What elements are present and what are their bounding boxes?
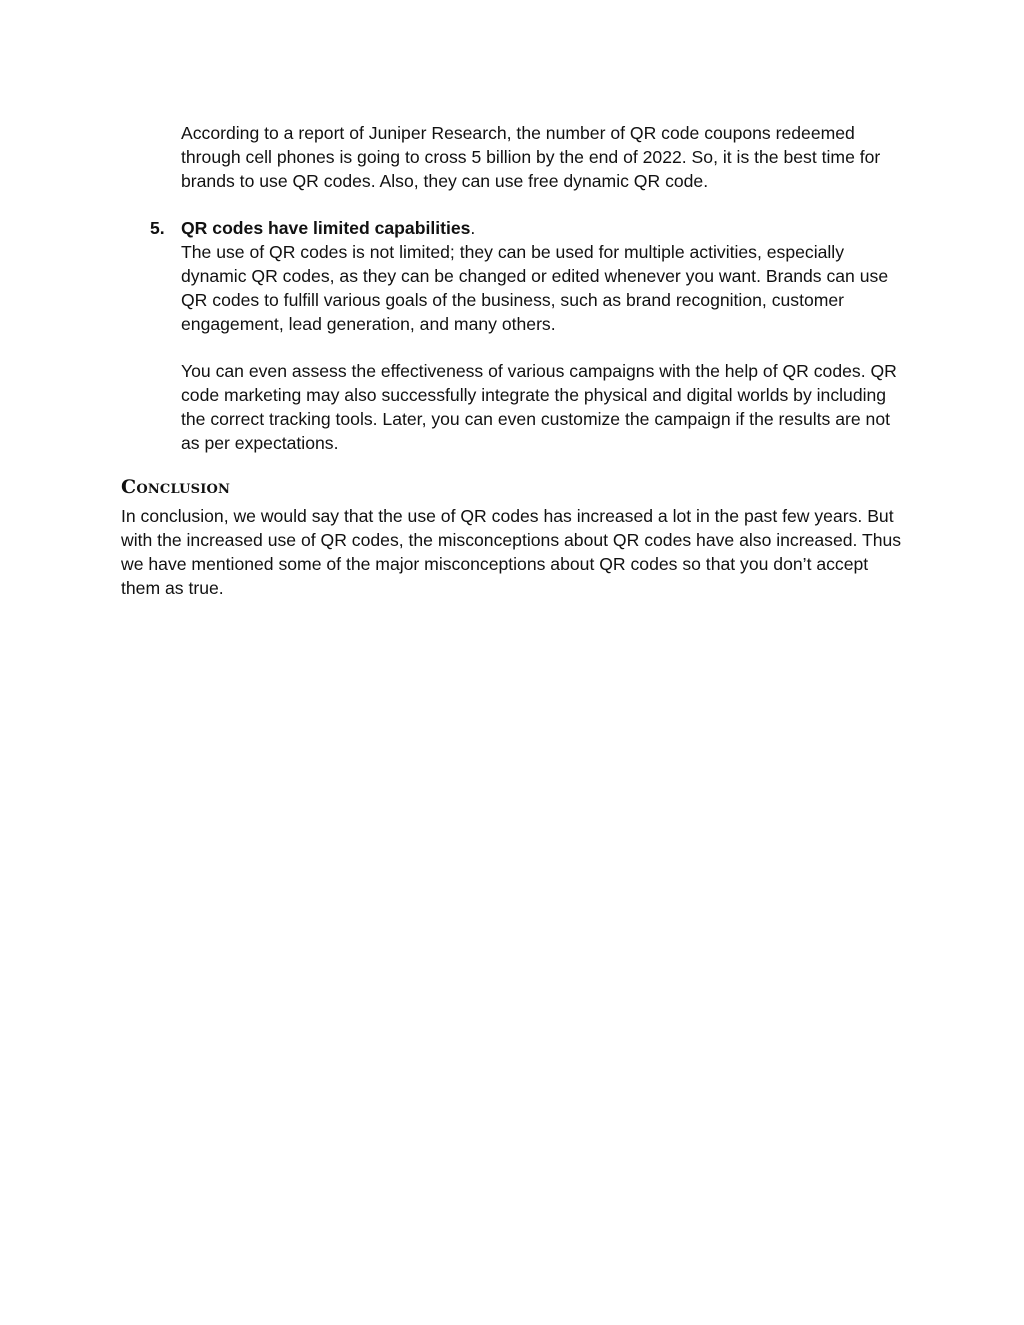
list-item-title [181,216,475,240]
list-item-title-text: QR codes have limited capabilities [181,218,471,238]
list-item-number: 5. [150,218,165,238]
conclusion-paragraph: In conclusion, we would say that the use of QR codes has increased a lot in the past few years. But with the increased use of QR codes, the misconceptions about QR codes have also increased. Thus we have mentioned some of the major misconceptions about QR codes so that you don’t accept them as true. [121,506,902,598]
list-item-body-paragraph-2: You can even assess the effectiveness of various campaigns with the help of QR codes. QR code marketing may also successfully integrate the physical and digital worlds by including the correct tracking tools. Later, you can even customize the campaign if the results are not as per expectations. [181,361,897,453]
list-item-body-paragraph-1: The use of QR codes is not limited; they can be used for multiple activities, especially dynamic QR codes, as they can be changed or edited whenever you want. Brands can use QR codes to fulfill various goals of the business, such as brand recognition, customer engagement, lead generation, and many others. [181,242,889,334]
conclusion-heading: Conclusion [121,476,231,498]
list-item-title-period: . [470,218,476,238]
intro-paragraph: According to a report of Juniper Research, the number of QR code coupons redeemed through cell phones is going to cross 5 billion by the end of 2022. So, it is the best time for brands to use QR codes. Also, they can use free dynamic QR code. [181,123,881,191]
